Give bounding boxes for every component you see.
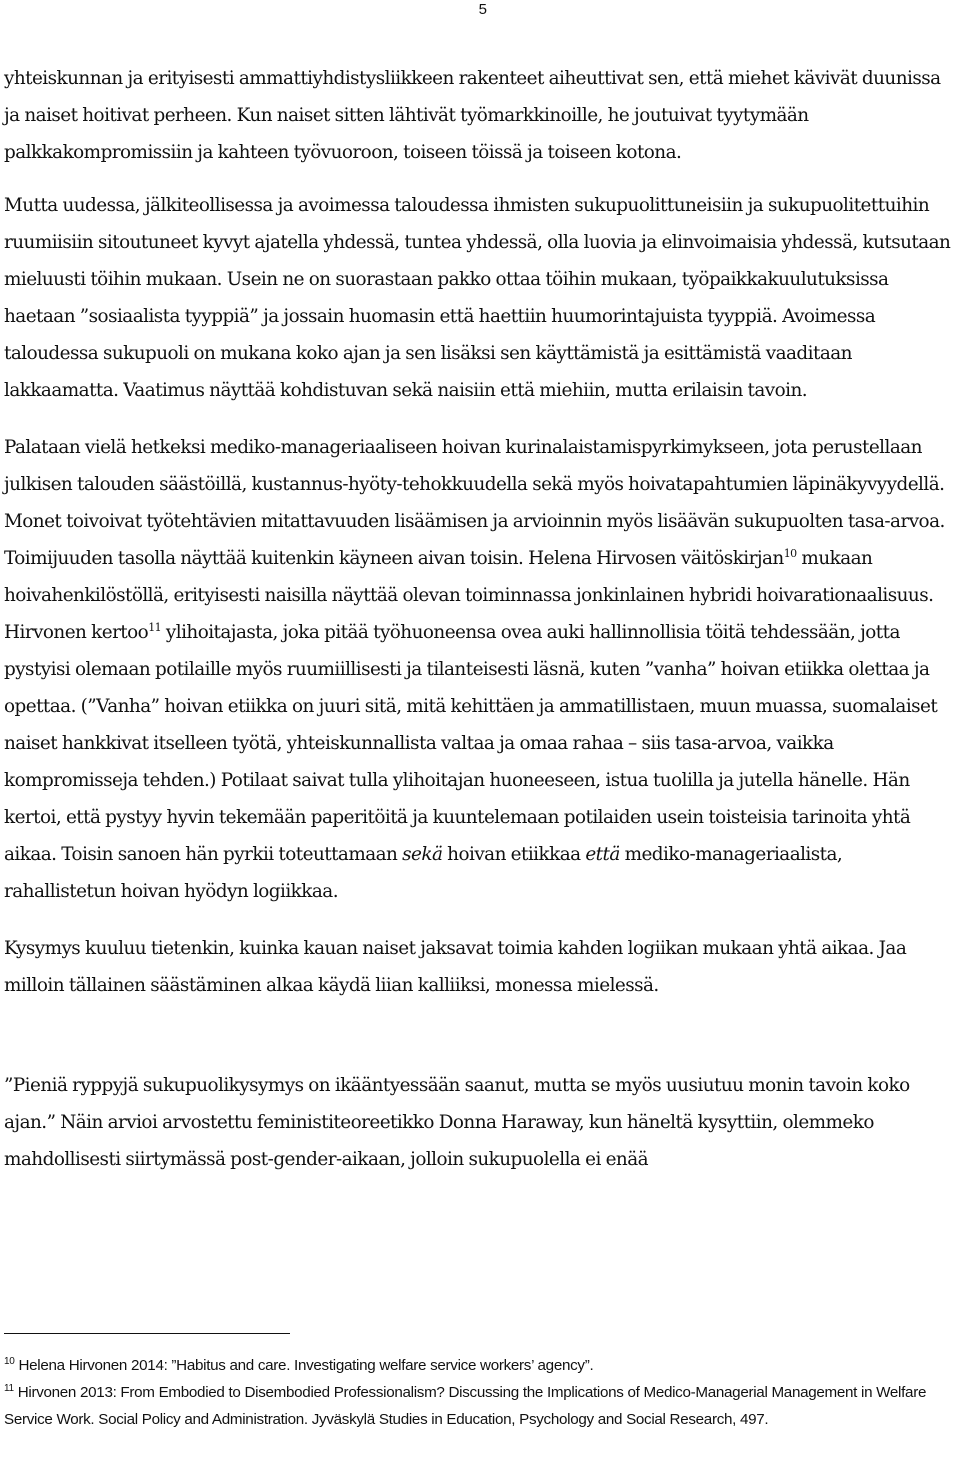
footnote-text: Helena Hirvonen 2014: ”Habitus and care. Investigating welfare service workers’ agency”. <box>14 1357 594 1374</box>
emphasis-seka: sekä <box>402 844 443 865</box>
footnote-divider <box>4 1333 290 1334</box>
paragraph-3 <box>4 429 956 910</box>
footnote-ref-10[interactable]: 10 <box>783 546 797 560</box>
footnote-number: 10 <box>4 1355 15 1367</box>
paragraph-3-text-c: ylihoitajasta, joka pitää työhuoneensa ovea auki hallinnollisia töitä tehdessään, jotta pystyisi olemaan potilaille myös ruumiillisesti ja tilanteisesti läsnä, kuten ”vanha” hoivan etiikka olettaa ja opettaa. (”Vanha” hoivan etiikka on juuri sitä, mitä kehittäen ja ammatillistaen, muun muassa, suomalaiset naiset hankkivat itselleen työtä, yhteiskunnallista valtaa ja omaa rahaa – siis tasa-arvoa, vaikka kompromisseja tehden.) Potilaat saivat tulla ylihoitajan huoneeseen, istua tuolilla ja jutella hänelle. Hän kertoi, että pystyy hyvin tekemään paperitöitä ja kuuntelemaan potilaiden usein toisteisia tarinoita yhtä aikaa. Toisin sanoen hän pyrkii toteuttamaan <box>4 622 938 865</box>
paragraph-3-text-e: mediko-manageriaalista, rahallistetun hoivan hyödyn logiikkaa. <box>4 844 843 902</box>
paragraph-2: Mutta uudessa, jälkiteollisessa ja avoimessa taloudessa ihmisten sukupuolittuneisiin ja sukupuolitettuihin ruumiisiin sitoutuneet kyvyt ajatella yhdessä, tuntea yhdessä, olla luovia ja elinvoimaisia yhdessä, kutsutaan mieluusti töihin mukaan. Usein ne on suorastaan pakko ottaa töihin mukaan, työpaikkakuulutuksissa haetaan ”sosiaalista tyyppiä” ja jossain huomasin että haettiin huumorintajuista tyyppiä. Avoimessa taloudessa sukupuoli on mukana koko ajan ja sen lisäksi sen käyttämistä ja esittämistä vaaditaan lakkaamatta. Vaatimus näyttää kohdistuvan sekä naisiin että miehiin, mutta erilaisin tavoin. <box>4 195 951 401</box>
paragraph-3-text-d: hoivan etiikkaa <box>442 844 586 865</box>
footnotes <box>4 1352 956 1433</box>
paragraph-3-text-b: mukaan hoivahenkilöstöllä, erityisesti naisilla näyttää olevan toiminnassa jonkinlainen hybridi hoivarationaalisuus. Hirvonen kertoo <box>4 548 934 643</box>
footnote-ref-11[interactable]: 11 <box>148 620 162 634</box>
footnote-11 <box>4 1379 956 1433</box>
page-number: 5 <box>478 1 487 18</box>
footnote-number: 11 <box>4 1382 14 1394</box>
document-body <box>4 60 956 1198</box>
footnote-text: Hirvonen 2013: From Embodied to Disembodied Professionalism? Discussing the Implications of Medico-Managerial Management in Welfare Service Work. Social Policy and Administration. Jyväskylä Studies in Education, Psychology and Social Research, 497. <box>4 1384 927 1428</box>
emphasis-etta: että <box>585 844 620 865</box>
paragraph-3-text-a: Palataan vielä hetkeksi mediko-manageriaaliseen hoivan kurinalaistamispyrkimykseen, jota perustellaan julkisen talouden säästöillä, kustannus-hyöty-tehokkuudella sekä myös hoivatapahtumien läpinäkyvyydellä. Monet toivoivat työtehtävien mitattavuuden lisäämisen ja arvioinnin myös lisäävän sukupuolten tasa-arvoa. Toimijuuden tasolla näyttää kuitenkin käyneen aivan toisin. Helena Hirvosen väitöskirjan <box>4 437 945 569</box>
paragraph-4: Kysymys kuuluu tietenkin, kuinka kauan naiset jaksavat toimia kahden logiikan mukaan yhtä aikaa. Jaa milloin tällainen säästäminen alkaa käydä liian kalliiksi, monessa mielessä. <box>4 938 907 996</box>
paragraph-1: yhteiskunnan ja erityisesti ammattiyhdistysliikkeen rakenteet aiheuttivat sen, että miehet kävivät duunissa ja naiset hoitivat perheen. Kun naiset sitten lähtivät työmarkkinoille, he joutuivat tyytymään palkkakompromissiin ja kahteen työvuoroon, toiseen töissä ja toiseen kotona. <box>4 68 941 163</box>
paragraph-5: ”Pieniä ryppyjä sukupuolikysymys on ikääntyessään saanut, mutta se myös uusiutuu monin tavoin koko ajan.” Näin arvioi arvostettu feministiteoreetikko Donna Haraway, kun häneltä kysyttiin, olemmeko mahdollisesti siirtymässä post-gender-aikaan, jolloin sukupuolella ei enää <box>4 1075 910 1170</box>
footnote-10 <box>4 1352 956 1379</box>
